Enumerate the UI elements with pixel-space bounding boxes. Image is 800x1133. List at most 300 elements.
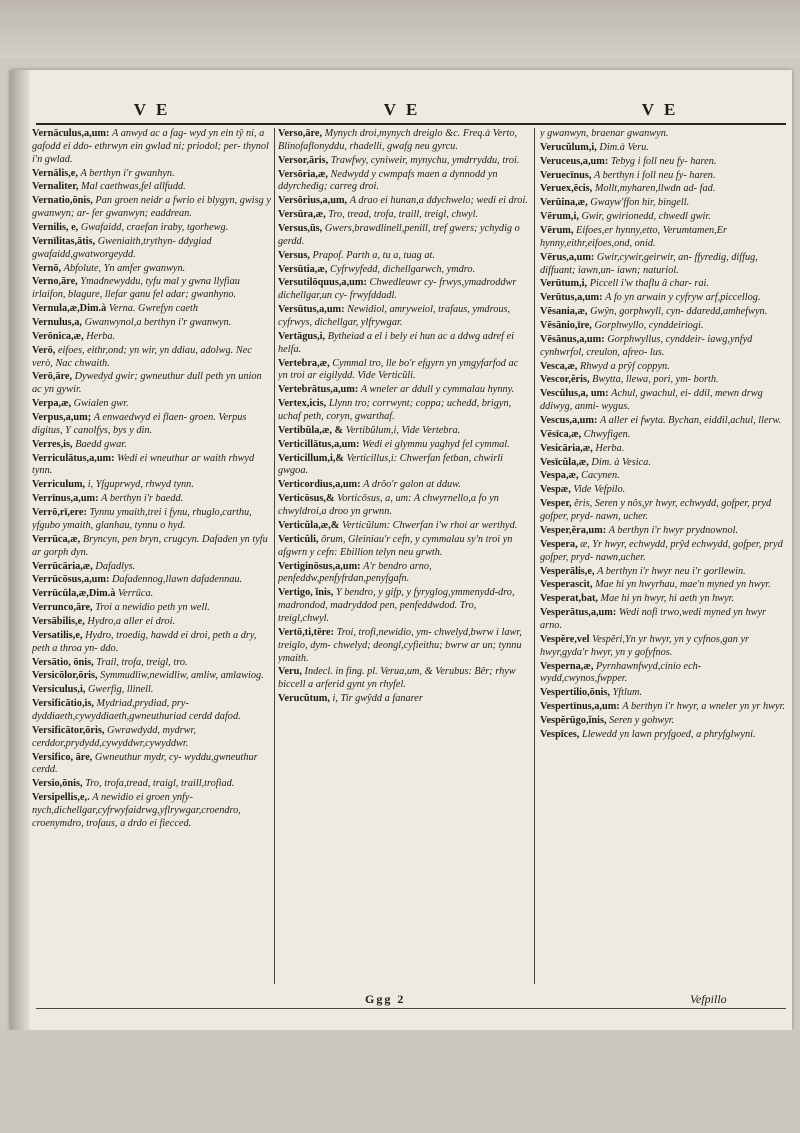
entry-definition: Mydriad,prydiad, pry- dyddiaeth,cywyddiaeth,gwneuthuriad cerdd dafod. xyxy=(32,698,241,722)
dictionary-entry xyxy=(540,470,786,483)
dictionary-entry xyxy=(32,778,272,791)
entry-headword: Vertebrātus,a,um: xyxy=(278,384,359,396)
entry-definition: A berthyn i'r baedd. xyxy=(101,493,184,505)
entry-headword: Vernaliter, xyxy=(32,181,79,193)
entry-definition: Tynnu ymaith,trei i fynu, rhuglo,carthu, yfgubo ymaith, glanhau, tynnu o hyd. xyxy=(32,507,252,531)
entry-definition: Gwir, gwirionedd, chwedl gwir. xyxy=(581,211,711,223)
dictionary-entry xyxy=(278,358,528,384)
entry-definition: A berthyn i'r hwyr, a wneler yn yr hwyr. xyxy=(622,701,786,713)
entry-headword: Vespertilio,ōnis, xyxy=(540,687,610,699)
entry-definition: Pan groen neidr a fwrio ei blygyn, gwisg y gwanwyn; ar- fer gwanwyn; eaddrean. xyxy=(32,195,271,220)
entry-headword: Versicōlor,ōris, xyxy=(32,670,98,682)
entry-headword: Versūra,æ, xyxy=(278,209,326,221)
entry-definition: Indecl. in fing. pl. Verua,um, & Verubus: Bêr; rhyw biccell a arferid gynt yn rhyfel. xyxy=(278,666,516,691)
entry-headword: Vērum, xyxy=(540,225,574,237)
dictionary-entry xyxy=(540,292,786,305)
entry-definition: Symmudliw,newidliw, amliw, amlawiog. xyxy=(100,670,264,682)
dictionary-entry xyxy=(278,453,528,479)
entry-definition: Gwŷn, gorphwyll, cyn- ddaredd,amhefwyn. xyxy=(590,306,768,318)
entry-definition: Mynych droi,mynych dreiglo &c. Freq.à Verto, Blinofaflonyddu, rhadelli, gwafg neu gyrcu. xyxy=(278,128,518,152)
entry-headword: Vespera, xyxy=(540,538,578,550)
dictionary-entry xyxy=(32,317,272,330)
entry-headword: Verrō,rī,ere: xyxy=(32,507,87,519)
entry-headword: Versābilis,e, xyxy=(32,615,85,627)
dictionary-entry xyxy=(32,276,272,302)
dictionary-entry xyxy=(278,277,528,303)
dictionary-entry xyxy=(540,211,786,224)
entry-headword: Versifico, āre, xyxy=(32,751,93,763)
entry-headword: Verticordius,a,um: xyxy=(278,479,361,491)
dictionary-entry xyxy=(32,479,272,492)
dictionary-entry xyxy=(278,128,528,154)
entry-definition: Gwafaidd, craefan iraby, tgorhewg. xyxy=(80,222,229,234)
entry-headword: Versus, xyxy=(278,249,310,261)
entry-definition: Chwedleuwr cy- frwys,ymadroddwr dichellgar,un cy- frwyfddadl. xyxy=(278,277,517,302)
dictionary-entry xyxy=(32,195,272,221)
entry-definition: Gweniaith,trythyn- ddygiad gwafaidd,gwatworgeydd. xyxy=(32,235,212,260)
dictionary-entry xyxy=(540,579,786,592)
dictionary-entry xyxy=(32,752,272,778)
entry-definition: Dafadennog,llawn dafadennau. xyxy=(112,574,243,586)
entry-headword: Verres,is, xyxy=(32,438,73,450)
entry-definition: Hydro, troedig, hawdd ei droi, peth a dry, peth a throa yn- ddo. xyxy=(32,629,257,654)
entry-headword: Verūina,æ, xyxy=(540,197,588,209)
entry-headword: Verpus,a,um; xyxy=(32,412,92,424)
dictionary-entry xyxy=(540,334,786,360)
dictionary-entry xyxy=(278,209,528,222)
dictionary-entry xyxy=(540,183,786,196)
entry-headword: Versificātio,is, xyxy=(32,698,94,710)
dictionary-entry xyxy=(540,142,786,155)
dictionary-entry xyxy=(32,303,272,316)
dictionary-entry xyxy=(32,128,272,167)
entry-headword: Vesīcŭla,æ, xyxy=(540,456,589,468)
dictionary-entry xyxy=(32,684,272,697)
entry-definition: i, Yfguprwyd, rhwyd tynn. xyxy=(87,479,194,491)
entry-definition: A fo yn arwain y cyfryw arf,piccellog. xyxy=(605,292,761,304)
entry-definition: Newidiol, amryweiol, trafaus, ymdrous, cyfrwys, dichellgar, ylfrywgar. xyxy=(278,304,511,329)
entry-definition: Gwialen gwr. xyxy=(73,398,129,410)
entry-definition: Dafadlys. xyxy=(95,560,136,572)
dictionary-column-3 xyxy=(540,128,786,988)
dictionary-entry xyxy=(540,170,786,183)
entry-definition: A drao ei hunan,a ddychwelo; wedi ei droi. xyxy=(349,195,528,207)
dictionary-entry xyxy=(278,493,528,519)
entry-headword: Vesperat,bat, xyxy=(540,593,598,605)
entry-definition: Gwrawdydd, mydrwr, cerddor,prydydd,cywyddwr,cywyddwr. xyxy=(32,724,196,749)
column-divider xyxy=(534,128,535,984)
entry-headword: Veru, xyxy=(278,666,302,678)
dictionary-entry xyxy=(32,657,272,670)
dictionary-entry xyxy=(32,670,272,683)
entry-definition: Herba. xyxy=(595,442,625,454)
dictionary-entry xyxy=(32,588,272,601)
dictionary-entry xyxy=(32,439,272,452)
entry-definition: ōrum, Gleiniau'r cefn, y cymmalau sy'n troi yn afgwrn y cefn: Ebillion telyn neu grwth. xyxy=(278,533,513,558)
entry-definition: Vespĕri,Yn yr hwyr, yn y cyfnos,gan yr hwyr,gyda'r hwyr, yn y gofyfnos. xyxy=(540,633,750,658)
dictionary-entry xyxy=(32,602,272,615)
entry-definition: Cyfrwyfedd, dichellgarwch, ymdro. xyxy=(329,263,476,275)
entry-definition: Mollt,myharen,llwdn ad- fad. xyxy=(594,183,716,195)
dictionary-entry xyxy=(32,574,272,587)
entry-definition: æ, Yr hwyr, echwydd, prŷd echwydd, gofper, pryd gofper, pryd- nawn,ucher. xyxy=(540,538,783,563)
entry-headword: Verrīnus,a,um: xyxy=(32,493,99,505)
entry-headword: Versōrius,a,um, xyxy=(278,195,348,207)
dictionary-entry xyxy=(540,415,786,428)
dictionary-entry xyxy=(278,587,528,626)
dictionary-entry xyxy=(540,225,786,251)
catchword: Vefpillo xyxy=(690,992,727,1006)
entry-definition: A enwaedwyd ei flaen- groen. Verpus digitus, Y canolfys, bys y din. xyxy=(32,412,247,436)
entry-headword: Verrunco,āre, xyxy=(32,602,93,614)
entry-headword: Vernilis, e, xyxy=(32,222,79,234)
running-head-col-1: V E xyxy=(133,100,171,119)
entry-headword: Versor,āris, xyxy=(278,154,329,166)
dictionary-entry xyxy=(540,306,786,319)
entry-headword: Versio,ōnis, xyxy=(32,778,83,790)
dictionary-entry xyxy=(32,493,272,506)
entry-definition: Rhwyd a prŷf coppyn. xyxy=(579,360,670,372)
dictionary-entry xyxy=(278,169,528,195)
column-divider xyxy=(274,128,275,984)
entry-headword: Vespĕre,vel xyxy=(540,633,590,645)
dictionary-entry xyxy=(540,374,786,387)
footer-rule xyxy=(36,1008,786,1009)
dictionary-entry xyxy=(278,425,528,438)
entry-headword: Vēsania,æ, xyxy=(540,306,588,318)
dictionary-entry xyxy=(32,630,272,656)
entry-definition: A berthyn i foll neu fy- haren. xyxy=(593,169,716,181)
dictionary-entry xyxy=(540,156,786,169)
entry-headword: Vertō,ti,tēre: xyxy=(278,626,335,638)
entry-headword: Vēsānus,a,um: xyxy=(540,333,605,345)
running-head-col-2: V E xyxy=(383,100,421,119)
entry-definition: Vertibŭlum,i, Vide Vertebra. xyxy=(345,424,461,436)
entry-headword: Verpa,æ, xyxy=(32,398,72,410)
entry-definition: Wedi ei glymmu yaghyd fel cymmal. xyxy=(362,438,510,450)
entry-definition: A berthyn i'r hwyr prydnownol. xyxy=(608,524,739,536)
entry-headword: Veruecīnus, xyxy=(540,169,592,181)
entry-definition: Gorphwyllo, cynddeiriogi. xyxy=(594,320,704,332)
entry-definition: Eifoes,er hynny,etto, Verumtamen,Er hynny,eithr,eifoes,ond, onid. xyxy=(540,225,728,249)
dictionary-entry xyxy=(540,687,786,700)
entry-definition: Herba. xyxy=(86,330,116,342)
entry-headword: Versus,ūs, xyxy=(278,223,323,235)
entry-definition: A berthyn i'r gwanhyn. xyxy=(80,167,175,179)
entry-headword: Vernatio,ōnis, xyxy=(32,195,93,207)
entry-definition: Tro, tread, trofa, traill, treigl, chwyl. xyxy=(328,209,479,221)
header-rule xyxy=(36,123,786,125)
dictionary-entry xyxy=(32,792,272,831)
book-gutter xyxy=(10,70,30,1030)
scan-bottom-margin xyxy=(0,1030,800,1133)
entry-headword: Versūtus,a,um: xyxy=(278,304,345,316)
dictionary-entry xyxy=(540,197,786,210)
dictionary-entry xyxy=(278,666,528,692)
entry-definition: Trawfwy, cyniweir, mynychu, ymdrryddu, troi. xyxy=(330,154,520,166)
entry-headword: Verriculum, xyxy=(32,479,86,491)
entry-definition: Bryncyn, pen bryn, crugcyn. Dafaden yn tyfu ar gorph dyn. xyxy=(32,533,268,558)
entry-definition: Pyrnhawnfwyd,cinio ech- wydd,cwynos,fwpper. xyxy=(540,660,702,685)
dictionary-entry xyxy=(32,236,272,262)
entry-headword: Vernāculus,a,um: xyxy=(32,128,110,139)
dictionary-entry xyxy=(540,252,786,278)
entry-headword: Versiculus,i, xyxy=(32,684,86,696)
entry-headword: Vespa,æ, xyxy=(540,470,579,482)
entry-definition: Abfolute, Yn amfer gwanwyn. xyxy=(63,262,186,274)
entry-headword: Vēsīca,æ, xyxy=(540,428,582,440)
entry-definition: Gwanwynol,a berthyn i'r gwanwyn. xyxy=(84,317,232,329)
entry-headword: Vesper, xyxy=(540,498,572,510)
dictionary-entry xyxy=(278,264,528,277)
dictionary-entry xyxy=(540,498,786,524)
entry-definition: A wneler ar ddull y cymmalau hynny. xyxy=(360,384,515,396)
dictionary-entry xyxy=(540,607,786,633)
entry-definition: Troi, trofi,newidio, ym- chwelyd,bwrw i lawr, treiglo, dym- chwelyd; deongl,cyfieithu; bwrw ar un; tynnu ymaith. xyxy=(278,626,522,664)
entry-headword: Versūtia,æ, xyxy=(278,263,328,275)
entry-headword: Vesper,ĕra,um: xyxy=(540,524,607,536)
dictionary-entry xyxy=(540,443,786,456)
signature-mark: Ggg 2 xyxy=(365,992,406,1006)
entry-definition: Gorphwyllus, cynddeir- iawg,ynfyd cynhwrfol, creulon, afreo- lus. xyxy=(540,333,753,358)
dictionary-entry xyxy=(32,453,272,479)
entry-definition: A aller ei fwyta. Bychan, eiddil,achul, llerw. xyxy=(599,415,782,427)
entry-headword: Vescŭlus,a, um: xyxy=(540,388,609,400)
entry-definition: Nedwydd y cwmpafs maen a dynnodd yn ddyrchedig; carreg droi. xyxy=(278,168,498,193)
entry-headword: Verno,āre, xyxy=(32,276,78,288)
dictionary-entry xyxy=(540,457,786,470)
entry-definition: Wedi nofi trwo,wedi myned yn hwyr arno. xyxy=(540,607,767,631)
entry-headword: Verticillum,i,& xyxy=(278,452,344,464)
entry-definition: Llewedd yn lawn pryfgoed, a phryfglwyni. xyxy=(581,728,756,740)
dictionary-entry xyxy=(540,388,786,414)
dictionary-entry xyxy=(540,128,786,141)
entry-headword: Verucŭtum, xyxy=(278,693,330,705)
entry-headword: Veruceus,a,um: xyxy=(540,155,609,167)
dictionary-column-1 xyxy=(32,128,272,988)
dictionary-entry xyxy=(32,181,272,194)
entry-headword: Verticŭla,æ,& xyxy=(278,519,340,531)
dictionary-entry xyxy=(278,250,528,263)
dictionary-entry xyxy=(32,725,272,751)
dictionary-entry xyxy=(32,222,272,235)
entry-headword: Verūtum,i, xyxy=(540,278,588,290)
entry-definition: Mae hi yn hwyrhau, mae'n myned yn hwyr. xyxy=(595,579,771,591)
entry-definition: Dim.à Veru. xyxy=(599,141,649,153)
entry-headword: Versōria,æ, xyxy=(278,168,328,180)
entry-definition: Seren y gohwyr. xyxy=(609,714,675,726)
entry-definition: Verrūca. xyxy=(118,588,154,600)
dictionary-entry xyxy=(32,507,272,533)
entry-headword: Vertex,icis, xyxy=(278,398,327,410)
entry-definition: Gwayw'ffon hir, bingell. xyxy=(590,197,690,209)
entry-definition: Llynn tro; corrwynt; coppa; uchedd, brigyn, uchaf peth, coryn, gwarthaf. xyxy=(278,398,512,423)
entry-headword: Vertigo, ĭnis, xyxy=(278,587,334,599)
dictionary-entry xyxy=(278,304,528,330)
entry-definition: Achul, gwachul, ei- ddil, mewn drwg ddiwyg, anmi- wygus. xyxy=(540,388,763,413)
entry-headword: Vespĕrūgo,ĭnis, xyxy=(540,714,607,726)
entry-headword: Veruex,ēcis, xyxy=(540,183,593,195)
dictionary-entry xyxy=(32,412,272,438)
entry-headword: Vespæ, xyxy=(540,484,571,496)
entry-headword: Vēsānio,īre, xyxy=(540,320,592,332)
dictionary-entry xyxy=(540,566,786,579)
dictionary-entry xyxy=(540,539,786,565)
entry-definition: Bwytta, llewa, pori, ym- borth. xyxy=(592,374,719,386)
dictionary-entry xyxy=(540,634,786,660)
dictionary-entry xyxy=(540,715,786,728)
entry-definition: eifoes, eithr,ond; yn wir, yn ddiau, adolwg. Nec verò, Nac chwaith. xyxy=(32,344,252,369)
dictionary-entry xyxy=(278,479,528,492)
dictionary-entry xyxy=(32,616,272,629)
entry-definition: Vorticōsus, a, um: A chwyrnello,a fo yn chwyldroi,a droo yn grwnn. xyxy=(278,493,499,518)
entry-definition: Gwers,brawdlinell,penill, tref gwers; ychydig o gerdd. xyxy=(278,223,520,247)
dictionary-entry xyxy=(32,534,272,560)
dictionary-entry xyxy=(540,484,786,497)
entry-headword: Verūtus,a,um: xyxy=(540,292,603,304)
entry-headword: Verucŭlum,i, xyxy=(540,141,597,153)
entry-definition: Vide Vefpilo. xyxy=(573,484,626,496)
entry-headword: Verrūcāria,æ, xyxy=(32,560,93,572)
dictionary-entry xyxy=(278,398,528,424)
entry-definition: Ymadnewyddu, tyfu mal y gwna llyfiau irlaifon, blagure, llefar ganu fel adar; gwanhyno. xyxy=(32,276,240,301)
entry-headword: Vespīces, xyxy=(540,728,580,740)
entry-headword: Verticillātus,a,um: xyxy=(278,438,360,450)
entry-headword: Vertāgus,i, xyxy=(278,330,326,342)
dictionary-entry xyxy=(32,698,272,724)
entry-headword: Verriculātus,a,um: xyxy=(32,452,115,464)
entry-definition: i, Tir gwŷdd a fanarer xyxy=(332,693,423,705)
entry-headword: Vernō, xyxy=(32,262,62,274)
entry-definition: Baedd gwar. xyxy=(75,438,127,450)
entry-definition: y gwanwyn, braenar gwanwyn. xyxy=(540,128,669,139)
entry-definition: A drôo'r galon at dduw. xyxy=(363,479,461,491)
entry-headword: Versificātor,ōris, xyxy=(32,724,105,736)
entry-headword: Vescor,ĕris, xyxy=(540,374,590,386)
dictionary-entry xyxy=(278,534,528,560)
entry-definition: Y bendro, y gifp, y fyryglog,ymmenydd-dro, madrondod, madryddod pen, penfeddwdod. Tro, treigl,chwyl. xyxy=(278,587,515,624)
entry-headword: Verticōsus,& xyxy=(278,493,335,505)
entry-headword: Vernīlitas,ātis, xyxy=(32,235,96,247)
entry-definition: Dim. à Vesica. xyxy=(591,456,651,468)
dictionary-entry xyxy=(278,693,528,706)
entry-definition: Gwneuthur mydr, cy- wyddu,gwneuthur cerdd. xyxy=(32,751,258,776)
dictionary-entry xyxy=(32,331,272,344)
dictionary-entry xyxy=(540,429,786,442)
entry-definition: Cymmal tro, lle bo'r efgyrn yn ymgyfarfod ac yn troi ar eigilydd. Vide Verticŭli. xyxy=(278,357,519,382)
dictionary-entry xyxy=(32,371,272,397)
running-head-col-3: V E xyxy=(641,100,679,119)
entry-headword: Vernālis,e, xyxy=(32,167,78,179)
entry-headword: Vertibŭla,æ, & xyxy=(278,424,344,436)
entry-definition: Cacynen. xyxy=(581,470,620,482)
entry-headword: Vērus,a,um: xyxy=(540,251,595,263)
entry-headword: Verrūca,æ, xyxy=(32,533,81,545)
scan-top-margin xyxy=(0,0,800,58)
entry-definition: Tebyg i foll neu fy- haren. xyxy=(610,155,717,167)
entry-definition: Bytheiad a el i bely ei hun ac a ddwg adref ei helfa. xyxy=(278,330,515,355)
dictionary-entry xyxy=(540,525,786,538)
entry-headword: Versatilis,e, xyxy=(32,629,83,641)
entry-definition: Gwir,cywir,geirwir, an- ffyredig, diffug, diffuant; iawn,un- iawn; naturiol. xyxy=(540,251,758,276)
entry-definition: Mae hi yn hwyr, hi aeth yn hwyr. xyxy=(600,593,735,605)
entry-headword: Verticŭli, xyxy=(278,533,319,545)
entry-definition: Trail, trofa, treigl, tro. xyxy=(96,656,188,668)
entry-definition: Tro, trofa,tread, traigl, traill,trofiad. xyxy=(85,778,235,790)
dictionary-entry xyxy=(278,384,528,397)
dictionary-entry xyxy=(540,701,786,714)
dictionary-entry xyxy=(32,561,272,574)
entry-definition: ĕris, Seren y nôs,yr hwyr, echwydd, gofper, pryd gofper, pryd- nawn, ucher. xyxy=(540,498,772,523)
dictionary-entry xyxy=(540,278,786,291)
entry-headword: Verō,āre, xyxy=(32,371,73,383)
entry-definition: A anwyd ac a fag- wyd yn ein tŷ ni, a gafodd ei ddo- ethrwyn ein gwlad ni; priodol; per- thynol i'n gwlad. xyxy=(32,128,269,165)
dictionary-entry xyxy=(278,439,528,452)
entry-definition: Mal caethwas,fel allfudd. xyxy=(81,181,186,193)
entry-definition: Piccell i'w thaflu â char- rai. xyxy=(589,278,709,290)
dictionary-entry xyxy=(540,593,786,606)
dictionary-entry xyxy=(540,361,786,374)
entry-headword: Vesperālis,e, xyxy=(540,565,595,577)
dictionary-entry xyxy=(278,331,528,357)
entry-headword: Vertebra,æ, xyxy=(278,357,330,369)
entry-definition: Wedi ei wneuthur ar waith rhwyd tynn. xyxy=(32,452,255,477)
dictionary-entry xyxy=(278,223,528,249)
entry-headword: Verō, xyxy=(32,344,56,356)
entry-headword: Vērum,i, xyxy=(540,211,579,223)
entry-headword: Vernulus,a, xyxy=(32,317,82,329)
dictionary-entry xyxy=(278,627,528,666)
entry-headword: Vesperascit, xyxy=(540,579,593,591)
entry-headword: Verrūcōsus,a,um: xyxy=(32,574,110,586)
entry-definition: Yftlum. xyxy=(612,687,643,699)
entry-definition: A newidio ei groen ynfy- nych,dichellgar,cyfrwyfaidrwg,yflrywgar,croendro, croenymdro, trofaus, a drdo ei fiecced. xyxy=(32,792,241,829)
entry-headword: Verso,āre, xyxy=(278,128,323,139)
entry-headword: Verōnica,æ, xyxy=(32,330,84,342)
dictionary-entry xyxy=(540,661,786,687)
dictionary-entry xyxy=(540,729,786,742)
entry-headword: Vespertīnus,a,um: xyxy=(540,701,620,713)
entry-headword: Vernula,æ,Dim.à xyxy=(32,303,107,315)
entry-headword: Vesperātus,a,um: xyxy=(540,607,617,619)
entry-definition: Verna. Gwrefyn caeth xyxy=(108,303,198,315)
dictionary-page xyxy=(10,70,792,1030)
entry-definition: A'r bendro arno, penfeddw,penfyfrdan,penyfgafn. xyxy=(278,560,432,585)
entry-headword: Versātio, ōnis, xyxy=(32,656,94,668)
entry-definition: Dywedyd gwir; gwneuthur dull peth yn union ac yn gywir. xyxy=(32,371,262,396)
entry-definition: Chwyfigen. xyxy=(583,428,631,440)
entry-headword: Verrūcŭla,æ,Dim.à xyxy=(32,588,116,600)
entry-headword: Vesicāria,æ, xyxy=(540,442,593,454)
entry-headword: Versipellis,e,. xyxy=(32,792,90,804)
entry-headword: Versutilōquus,a,um: xyxy=(278,277,367,289)
dictionary-entry xyxy=(278,561,528,587)
dictionary-entry xyxy=(32,168,272,181)
entry-definition: Gwerfig, llinell. xyxy=(87,684,154,696)
entry-definition: Verticillus,i: Chwerfan fetban, chwirli gwgoa. xyxy=(278,452,503,477)
dictionary-entry xyxy=(32,263,272,276)
entry-headword: Vesca,æ, xyxy=(540,360,578,372)
dictionary-entry xyxy=(278,520,528,533)
dictionary-entry xyxy=(278,195,528,208)
entry-definition: A berthyn i'r hwyr neu i'r gorllewin. xyxy=(597,565,746,577)
dictionary-entry xyxy=(32,398,272,411)
entry-headword: Vescus,a,um: xyxy=(540,415,598,427)
dictionary-entry xyxy=(32,345,272,371)
entry-headword: Vesperna,æ, xyxy=(540,660,594,672)
entry-definition: Prapof. Parth a, tu a, tuag at. xyxy=(312,249,435,261)
dictionary-entry xyxy=(278,155,528,168)
